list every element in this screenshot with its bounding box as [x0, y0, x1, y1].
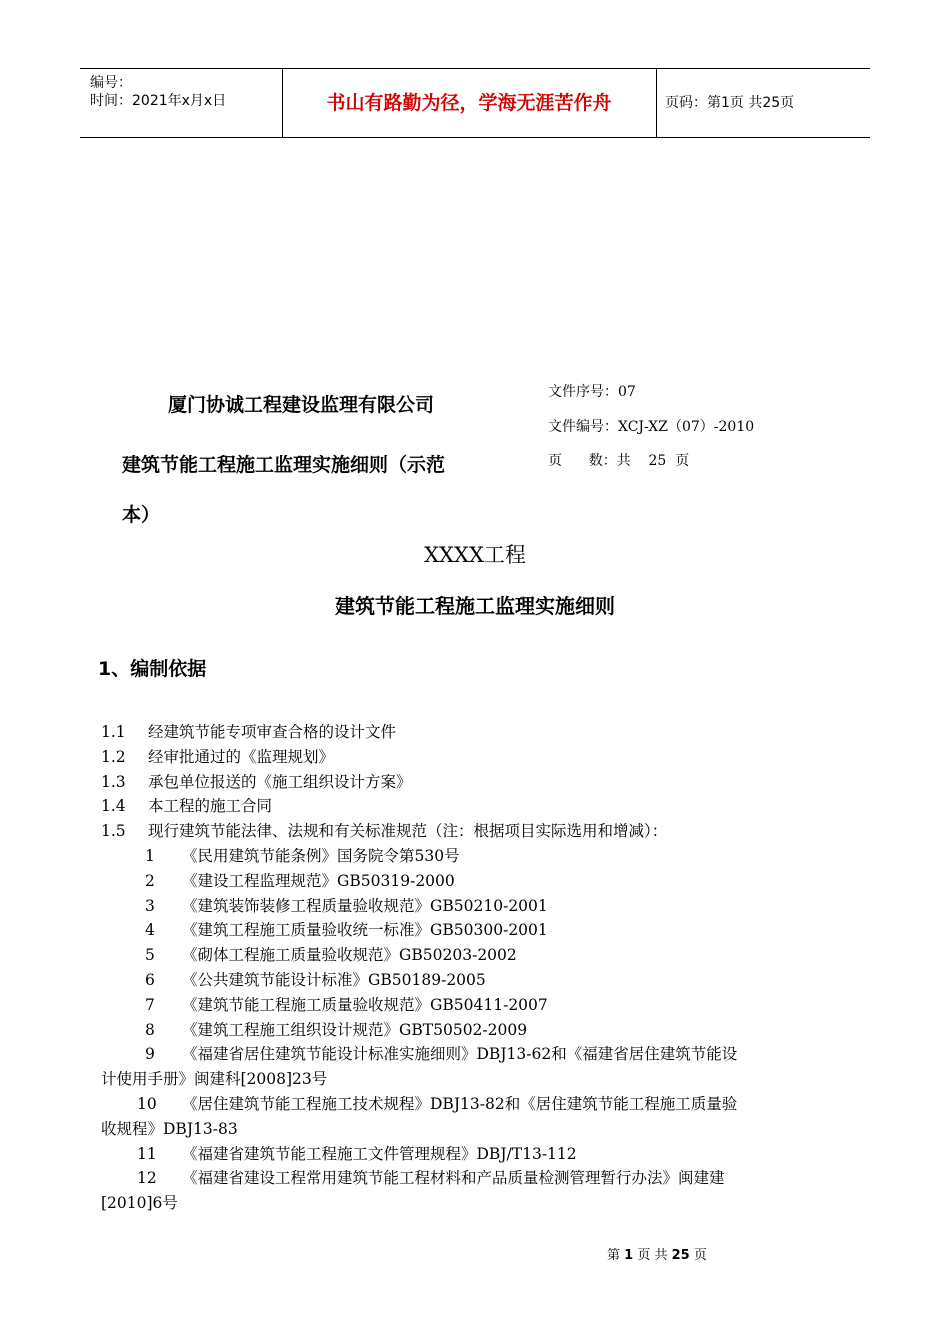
list-item-number: 3	[145, 896, 155, 915]
list-item-number: 10	[137, 1095, 157, 1113]
header-page-cell	[657, 69, 870, 137]
standard-item	[137, 1167, 725, 1189]
header-motto: 书山有路勤为径，学海无涯苦作舟	[326, 92, 612, 114]
page-header	[80, 68, 870, 138]
list-item-number: 9	[145, 1045, 155, 1064]
footer-page-number: 1	[624, 1248, 634, 1263]
standard-item-continuation	[101, 1068, 327, 1090]
list-item-text: 本工程的施工合同	[148, 797, 273, 816]
list-item-text: 《公共建筑节能设计标准》GB50189-2005	[182, 971, 486, 989]
list-item-text: 《建设工程监理规范》GB50319-2000	[182, 871, 455, 890]
list-item-text: 经建筑节能专项审查合格的设计文件	[148, 723, 397, 741]
footer-prefix: 第	[607, 1248, 625, 1263]
list-item-text: 《民用建筑节能条例》国务院令第530号	[182, 847, 460, 865]
list-item-number: 1	[145, 847, 155, 865]
list-item-number: 12	[137, 1169, 157, 1188]
doc-number-label: 编号：	[90, 75, 132, 91]
standard-item	[145, 870, 455, 892]
list-item-text: 《建筑工程施工组织设计规范》GBT50502-2009	[182, 1020, 528, 1039]
standard-item	[145, 944, 517, 966]
standard-item	[145, 1043, 737, 1065]
basis-item	[101, 721, 396, 743]
list-item-number: 7	[145, 995, 155, 1014]
basis-item	[101, 771, 412, 793]
list-item-text: [2010]6号	[101, 1194, 178, 1213]
list-item-number: 11	[137, 1144, 157, 1163]
list-item-text: 《建筑工程施工质量验收统一标准》GB50300-2001	[182, 921, 548, 940]
header-motto-cell	[282, 69, 657, 137]
standard-item	[145, 845, 460, 867]
footer-page-total: 25	[671, 1248, 690, 1263]
list-item-text: 经审批通过的《监理规划》	[148, 747, 335, 766]
list-item-text: 承包单位报送的《施工组织设计方案》	[148, 772, 412, 791]
list-item-number: 5	[145, 946, 155, 965]
section-heading: 1、编制依据	[98, 658, 207, 680]
doc-serial: 文件序号：07	[548, 384, 636, 400]
list-item-text: 计使用手册》闽建科[2008]23号	[101, 1070, 328, 1089]
basis-item	[101, 795, 272, 817]
list-item-number: 6	[145, 971, 155, 989]
list-item-text: 《福建省建设工程常用建筑节能工程材料和产品质量检测管理暂行办法》闽建建	[182, 1169, 725, 1188]
doc-code: 文件编号：XCJ-XZ（07）-2010	[548, 419, 755, 435]
footer-suffix: 页	[689, 1248, 707, 1263]
list-item-text: 《建筑节能工程施工质量验收规范》GB50411-2007	[182, 995, 548, 1014]
standard-item-continuation	[101, 1118, 238, 1140]
basis-item	[101, 746, 334, 768]
list-item-number: 1.5	[101, 822, 126, 841]
document-subtitle-line: 建筑节能工程施工监理实施细则（示范	[122, 454, 446, 476]
standard-item	[145, 895, 548, 917]
header-page-info: 页码：第1页 共25页	[665, 95, 795, 111]
list-item-number: 1.3	[101, 772, 126, 791]
standard-item	[145, 969, 486, 991]
list-item-text: 《建筑装饰装修工程质量验收规范》GB50210-2001	[182, 896, 548, 915]
standard-item	[145, 994, 548, 1016]
project-title: XXXX工程	[424, 543, 526, 567]
standard-item	[137, 1093, 737, 1115]
document-subtitle	[122, 440, 542, 540]
document-subtitle-line: 本）	[122, 504, 161, 526]
list-item-number: 2	[145, 871, 155, 890]
list-item-text: 《砌体工程施工质量验收规范》GB50203-2002	[182, 946, 517, 965]
list-item-text: 现行建筑节能法律、法规和有关标准规范（注：根据项目实际选用和增减）：	[148, 822, 668, 841]
company-name: 厦门协诚工程建设监理有限公司	[168, 394, 435, 416]
doc-page-count: 页 数：共 25 页	[548, 453, 690, 469]
list-item-text: 《福建省建筑节能工程施工文件管理规程》DBJ/T13-112	[182, 1144, 577, 1163]
list-item-number: 1.1	[101, 723, 126, 741]
main-title: 建筑节能工程施工监理实施细则	[335, 594, 615, 618]
list-item-number: 1.2	[101, 747, 126, 766]
list-item-number: 4	[145, 921, 155, 940]
standard-item	[145, 919, 548, 941]
page-footer	[607, 1248, 707, 1264]
list-item-text: 《居住建筑节能工程施工技术规程》DBJ13-82和《居住建筑节能工程施工质量验	[182, 1095, 738, 1113]
list-item-text: 《福建省居住建筑节能设计标准实施细则》DBJ13-62和《福建省居住建筑节能设	[182, 1045, 738, 1064]
basis-item	[101, 820, 667, 842]
standard-item-continuation	[101, 1192, 178, 1214]
header-meta-cell	[80, 69, 283, 137]
list-item-number: 1.4	[101, 797, 126, 816]
list-item-text: 收规程》DBJ13-83	[101, 1119, 238, 1138]
standard-item	[145, 1019, 527, 1041]
footer-middle: 页 共	[633, 1248, 672, 1263]
standard-item	[137, 1143, 577, 1165]
list-item-number: 8	[145, 1020, 155, 1039]
doc-time-label: 时间：2021年x月x日	[90, 93, 227, 109]
